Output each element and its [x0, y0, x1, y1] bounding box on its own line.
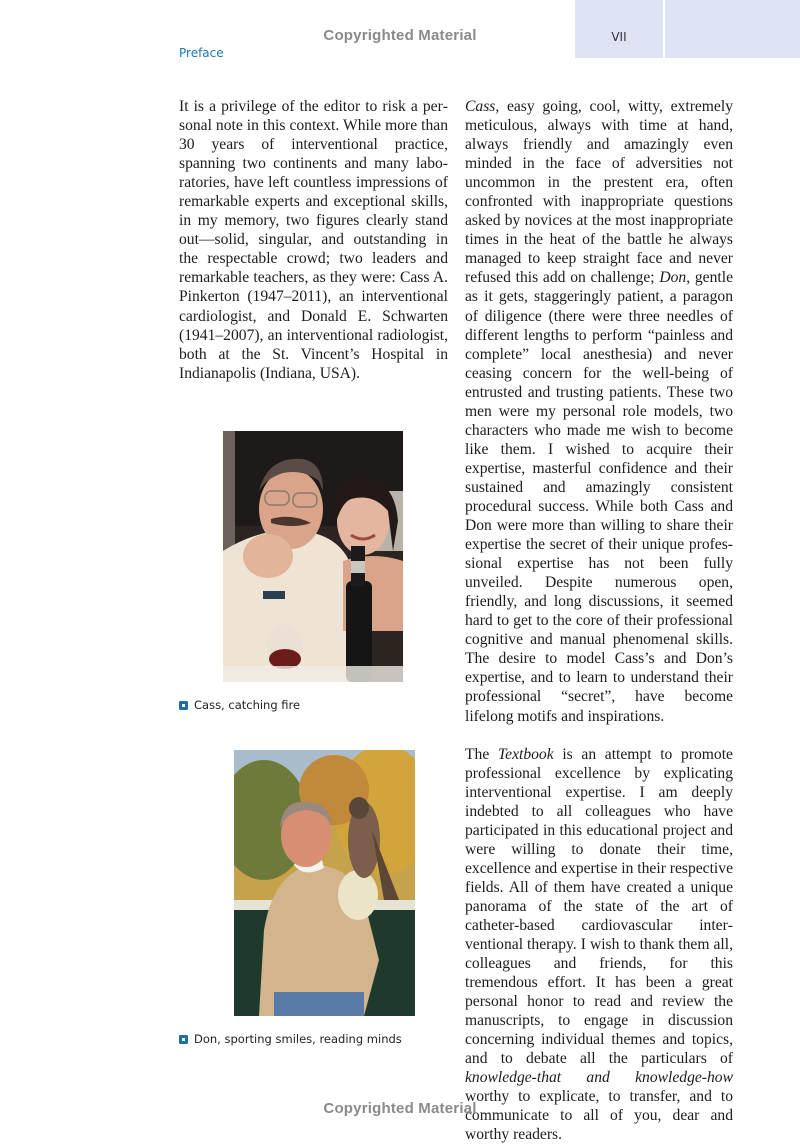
caption-marker-icon [179, 701, 188, 710]
photo-man-with-falcon [234, 750, 415, 1016]
left-column [179, 97, 448, 383]
right-column [465, 97, 733, 1145]
caption-text: Don, sporting smiles, reading minds [194, 1032, 402, 1046]
emphasis: knowledge-that and knowledge-how [465, 1069, 733, 1087]
caption-text: Cass, catching fire [194, 698, 301, 712]
figure-caption [179, 698, 300, 712]
paragraph: It is a privilege of the editor to risk a personal note in this context. While more than 30 years of interventional practice, spanning two continents and many laboratories, have left countless impressions of remarkable experts and exceptional skills, in my memory, two figures clearly stand out—solid, singular, and outstanding in the respectable crowd; two leaders and remarkable teachers, as they were: Cass A. Pinkerton (1947–2011), an interventional cardiologist, and Donald E. Schwarten (1941–2007), an interventional radiologist, both at the St. Vincent’s Hospital in Indianapolis (Indiana, USA). [179, 98, 448, 382]
paragraph [465, 745, 733, 1145]
caption-marker-icon [179, 1035, 188, 1044]
figure-caption [179, 1032, 402, 1046]
text-run: is an attempt to promote professional excellence by explicating interventional expertise. I am deeply indebted to all colleagues who have participated in this educational project and were willing to donate their time, excellence and expertise in their respective fields. All of them have created a unique panorama of the state of the art of catheter-based cardiovascular interventional therapy. I wish to thank them all, colleagues and friends, for this tremendous effort. It has been a great personal honor to read and review the manuscripts, to engage in discussion concerning individual themes and topics, and to debate all the particulars of [465, 745, 733, 1068]
paragraph [465, 97, 733, 726]
watermark-bottom: Copyrighted Material [323, 1100, 477, 1117]
running-head: Preface [179, 46, 224, 60]
text-run: worthy to explicate, to transfer, and to communicate to all of you, dear and worthy readers. [465, 1088, 733, 1144]
watermark-top: Copyrighted Material [323, 27, 477, 44]
photo-two-people-at-dinner [223, 431, 403, 682]
text-run: The [465, 745, 498, 763]
name-cass: Cass [465, 98, 496, 115]
text-run: , easy going, cool, witty, extremely meticulous, always with time at hand, always friendly and amazingly even minded in the face of adversities not uncommon in the prestent era, often confronted with inappropriate questions asked by novices at the most inappropriate times in the heat of the battle he always managed to keep straight face and never refused this add on challenge; [465, 98, 733, 287]
photo-cass [223, 431, 403, 682]
text-run: , gentle as it gets, staggeringly patient, a paragon of diligence (there were three needles of different lengths to perform “painless and complete” local anesthesia) and never ceasing concern for the well-being of entrusted and trusting patients. These two men were my personal role models, two characters who made me wish to become like them. I wished to acquire their expertise, masterful confidence and their sustained and amazingly consistent procedural success. While both Cass and Don were more than willing to share their expertise the secret of their unique professional expertise has not been fully unveiled. Despite numerous open, friendly, and long discussions, it seemed hard to get to the core of their professional cognitive and manual phenomenal skills. The desire to model Cass’s and Don’s expertise, and to learn to understand their professional “secret”, have become lifelong motifs and inspirations. [465, 269, 733, 725]
name-don: Don [659, 269, 687, 287]
page-number: VII [611, 30, 627, 44]
photo-don [234, 750, 415, 1016]
title-textbook: Textbook [497, 745, 554, 763]
